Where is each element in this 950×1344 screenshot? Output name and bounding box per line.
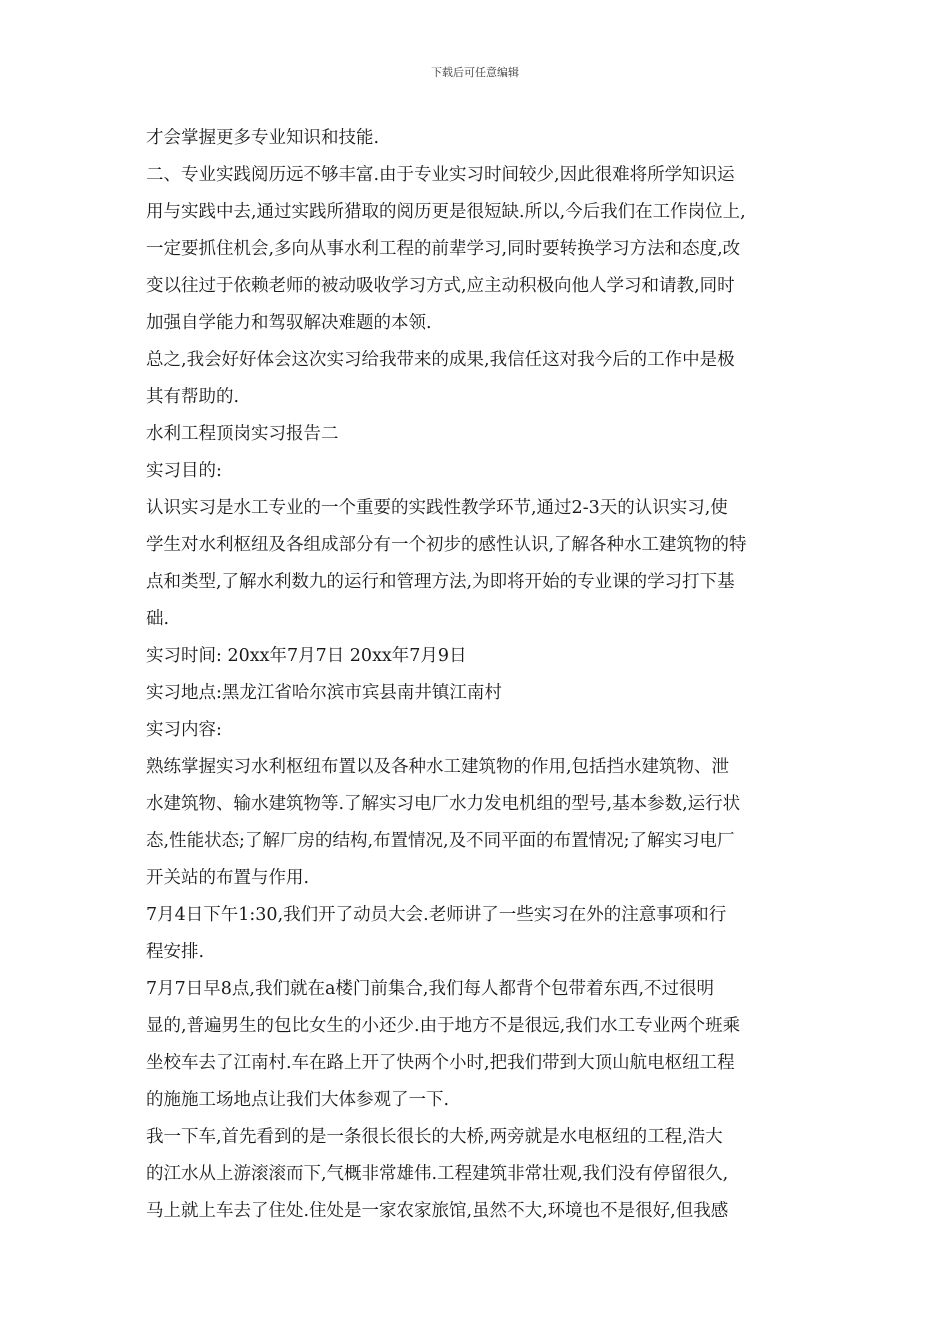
text-line: 我一下车,首先看到的是一条很长很长的大桥,两旁就是水电枢纽的工程,浩大 <box>146 1127 723 1147</box>
text-line: 总之,我会好好体会这次实习给我带来的成果,我信任这对我今后的工作中是极 <box>146 350 735 370</box>
text-line: 二、专业实践阅历远不够丰富.由于专业实习时间较少,因此很难将所学知识运 <box>146 165 735 185</box>
text-line: 础. <box>146 609 170 629</box>
text-line: 坐校车去了江南村.车在路上开了快两个小时,把我们带到大顶山航电枢纽工程 <box>146 1053 735 1073</box>
text-line: 其有帮助的. <box>146 387 240 407</box>
text-line: 认识实习是水工专业的一个重要的实践性教学环节,通过2-3天的认识实习,使 <box>146 498 728 518</box>
text-line: 7月7日早8点,我们就在a楼门前集合,我们每人都背个包带着东西,不过很明 <box>146 979 715 999</box>
text-line: 实习内容: <box>146 720 222 740</box>
text-line: 水利工程顶岗实习报告二 <box>146 424 339 444</box>
document-body <box>146 120 816 1230</box>
text-line: 7月4日下午1:30,我们开了动员大会.老师讲了一些实习在外的注意事项和行 <box>146 905 727 925</box>
text-line: 程安排. <box>146 942 205 962</box>
text-line: 的江水从上游滚滚而下,气概非常雄伟.工程建筑非常壮观,我们没有停留很久, <box>146 1164 729 1184</box>
text-line: 实习目的: <box>146 461 222 481</box>
text-line: 的施施工场地点让我们大体参观了一下. <box>146 1090 450 1110</box>
text-line: 显的,普遍男生的包比女生的小还少.由于地方不是很远,我们水工专业两个班乘 <box>146 1016 741 1036</box>
text-line: 实习时间: 20xx年7月7日 20xx年7月9日 <box>146 646 467 666</box>
text-line: 马上就上车去了住处.住处是一家农家旅馆,虽然不大,环境也不是很好,但我感 <box>146 1201 729 1221</box>
text-line: 态,性能状态;了解厂房的结构,布置情况,及不同平面的布置情况;了解实习电厂 <box>146 831 735 851</box>
text-line: 才会掌握更多专业知识和技能. <box>146 128 380 148</box>
text-line: 学生对水利枢纽及各组成部分有一个初步的感性认识,了解各种水工建筑物的特 <box>146 535 747 555</box>
text-line: 水建筑物、输水建筑物等.了解实习电厂水力发电机组的型号,基本参数,运行状 <box>146 794 741 814</box>
text-line: 点和类型,了解水利数九的运行和管理方法,为即将开始的专业课的学习打下基 <box>146 572 735 592</box>
text-line: 熟练掌握实习水利枢纽布置以及各种水工建筑物的作用,包括挡水建筑物、泄 <box>146 757 730 777</box>
text-line: 一定要抓住机会,多向从事水利工程的前辈学习,同时要转换学习方法和态度,改 <box>146 239 741 259</box>
text-line: 实习地点:黑龙江省哈尔滨市宾县南井镇江南村 <box>146 683 502 703</box>
text-line: 加强自学能力和驾驭解决难题的本领. <box>146 313 432 333</box>
text-line: 用与实践中去,通过实践所猎取的阅历更是很短缺.所以,今后我们在工作岗位上, <box>146 202 746 222</box>
text-line: 开关站的布置与作用. <box>146 868 310 888</box>
page-header: 下载后可任意编辑 <box>431 66 519 79</box>
text-line: 变以往过于依赖老师的被动吸收学习方式,应主动积极向他人学习和请教,同时 <box>146 276 735 296</box>
